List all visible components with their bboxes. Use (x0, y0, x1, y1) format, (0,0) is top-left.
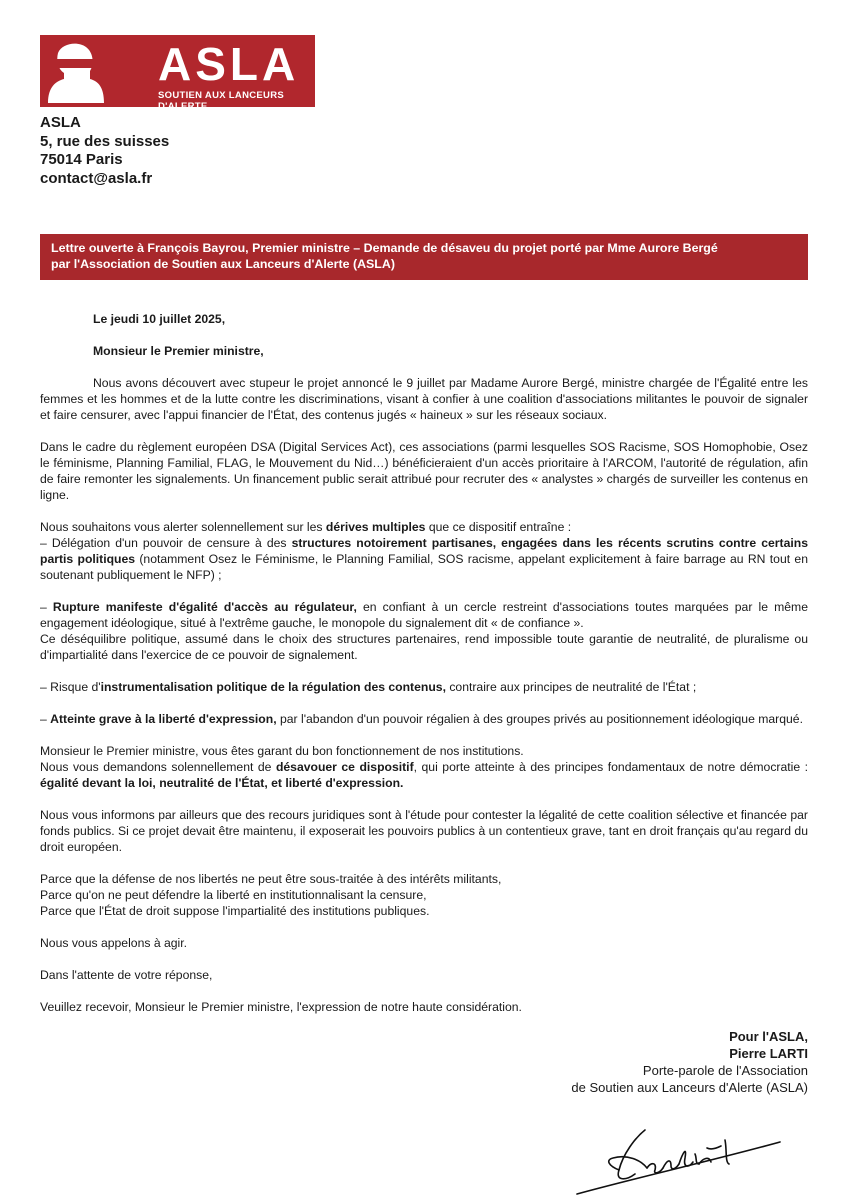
signature-name: Pierre LARTI (729, 1046, 808, 1061)
letter-title-banner (40, 234, 808, 280)
paragraph-closing: Veuillez recevoir, Monsieur le Premier ministre, l'expression de notre haute considération. (40, 1000, 522, 1014)
paragraph-attente: Dans l'attente de votre réponse, (40, 968, 213, 982)
paragraph-appel: Nous vous appelons à agir. (40, 936, 188, 950)
paragraph-recours: Nous vous informons par ailleurs que des recours juridiques sont à l'étude pour contester la légalité de cette coalition sélective et financée par fonds publics. Si ce projet devait être maintenu, il exposerait les pouvoirs publics à un contentieux grave, tant en droit français qu'au regard du droit européen. (40, 808, 808, 854)
letter-date: Le jeudi 10 juillet 2025, (93, 312, 226, 326)
bullet-liberte: – Atteinte grave à la liberté d'expression, par l'abandon d'un pouvoir régalien à des groupes privés au positionnement idéologique marqué. (40, 712, 803, 726)
sender-address (40, 114, 169, 188)
paragraph-dsa: Dans le cadre du règlement européen DSA (Digital Services Act), ces associations (parmi lesquelles SOS Racisme, SOS Homophobie, Osez le féminisme, Planning Familial, FLAG, le Mouvement du Nid…) bénéficieraient d'un accès prioritaire à l'ARCOM, l'autorité de régulation, afin de faire remonter les signalements. Un financement public serait attribué pour recruter des « analystes » chargés de surveiller les contenus en ligne. (40, 440, 808, 502)
banner-line-1: Lettre ouverte à François Bayrou, Premier ministre – Demande de désaveu du projet porté par Mme Aurore Bergé (51, 241, 718, 255)
signature-role-2: de Soutien aux Lanceurs d'Alerte (ASLA) (571, 1080, 808, 1095)
paragraph-parce-que-3: Parce que l'État de droit suppose l'impartialité des institutions publiques. (40, 904, 430, 918)
logo-subtitle: SOUTIEN AUX LANCEURS D'ALERTE (158, 90, 284, 112)
bullet-instrumentalisation: – Risque d'instrumentalisation politique de la régulation des contenus, contraire aux principes de neutralité de l'État ; (40, 680, 697, 694)
signature-block (571, 1028, 808, 1096)
signature-for: Pour l'ASLA, (729, 1029, 808, 1044)
address-city: 75014 Paris (40, 151, 123, 168)
signature-role-1: Porte-parole de l'Association (642, 1063, 808, 1078)
paragraph-alert: Nous souhaitons vous alerter solennellement sur les dérives multiples que ce dispositif entraîne : (40, 520, 572, 534)
bullet-delegation: – Délégation d'un pouvoir de censure à des structures notoirement partisanes, engagées dans les récents scrutins contre certains partis politiques (notamment Osez le Féminisme, le Planning Familial, SOS racisme, appelant explicitement à faire barrage au RN tout en soutenant publiquement le NFP) ; (40, 536, 808, 582)
whistleblower-silhouette-icon (44, 39, 108, 103)
paragraph-parce-que-2: Parce qu'on ne peut défendre la liberté en institutionnalisant la censure, (40, 888, 427, 902)
paragraph-demande: Nous vous demandons solennellement de désavouer ce dispositif, qui porte atteinte à des principes fondamentaux de notre démocratie : égalité devant la loi, neutralité de l'État, et liberté d'expression. (40, 760, 809, 790)
handwritten-signature (575, 1118, 805, 1198)
letter-body (40, 311, 808, 1015)
bullet-rupture: – Rupture manifeste d'égalité d'accès au régulateur, en confiant à un cercle restreint d'associations toutes marquées par le même engagement idéologique, situé à l'extrême gauche, le monopole du signalement dit « de confiance ». (40, 600, 808, 630)
paragraph-intro: Nous avons découvert avec stupeur le projet annoncé le 9 juillet par Madame Aurore Bergé, ministre chargée de l'Égalité entre les femmes et les hommes et de la lutte contre les discriminations, visant à confier à une coalition d'associations militantes le pouvoir de signaler et faire censurer, avec l'appui financier de l'État, des contenus jugés « haineux » sur les réseaux sociaux. (40, 376, 808, 422)
banner-line-2: par l'Association de Soutien aux Lanceurs d'Alerte (ASLA) (51, 257, 395, 271)
paragraph-parce-que-1: Parce que la défense de nos libertés ne peut être sous-traitée à des intérêts militants, (40, 872, 502, 886)
bullet-rupture-continued: Ce déséquilibre politique, assumé dans le choix des structures partenaires, rend impossible toute garantie de neutralité, de pluralisme ou d'impartialité dans l'exercice de ce pouvoir de signalement. (40, 632, 808, 662)
address-street: 5, rue des suisses (40, 132, 170, 150)
paragraph-garant: Monsieur le Premier ministre, vous êtes garant du bon fonctionnement de nos institutions. (40, 744, 524, 758)
asla-logo (40, 35, 315, 112)
logo-title: ASLA (158, 38, 300, 90)
address-name: ASLA (40, 114, 81, 131)
address-email: contact@asla.fr (40, 169, 153, 187)
letter-salutation: Monsieur le Premier ministre, (93, 344, 264, 358)
